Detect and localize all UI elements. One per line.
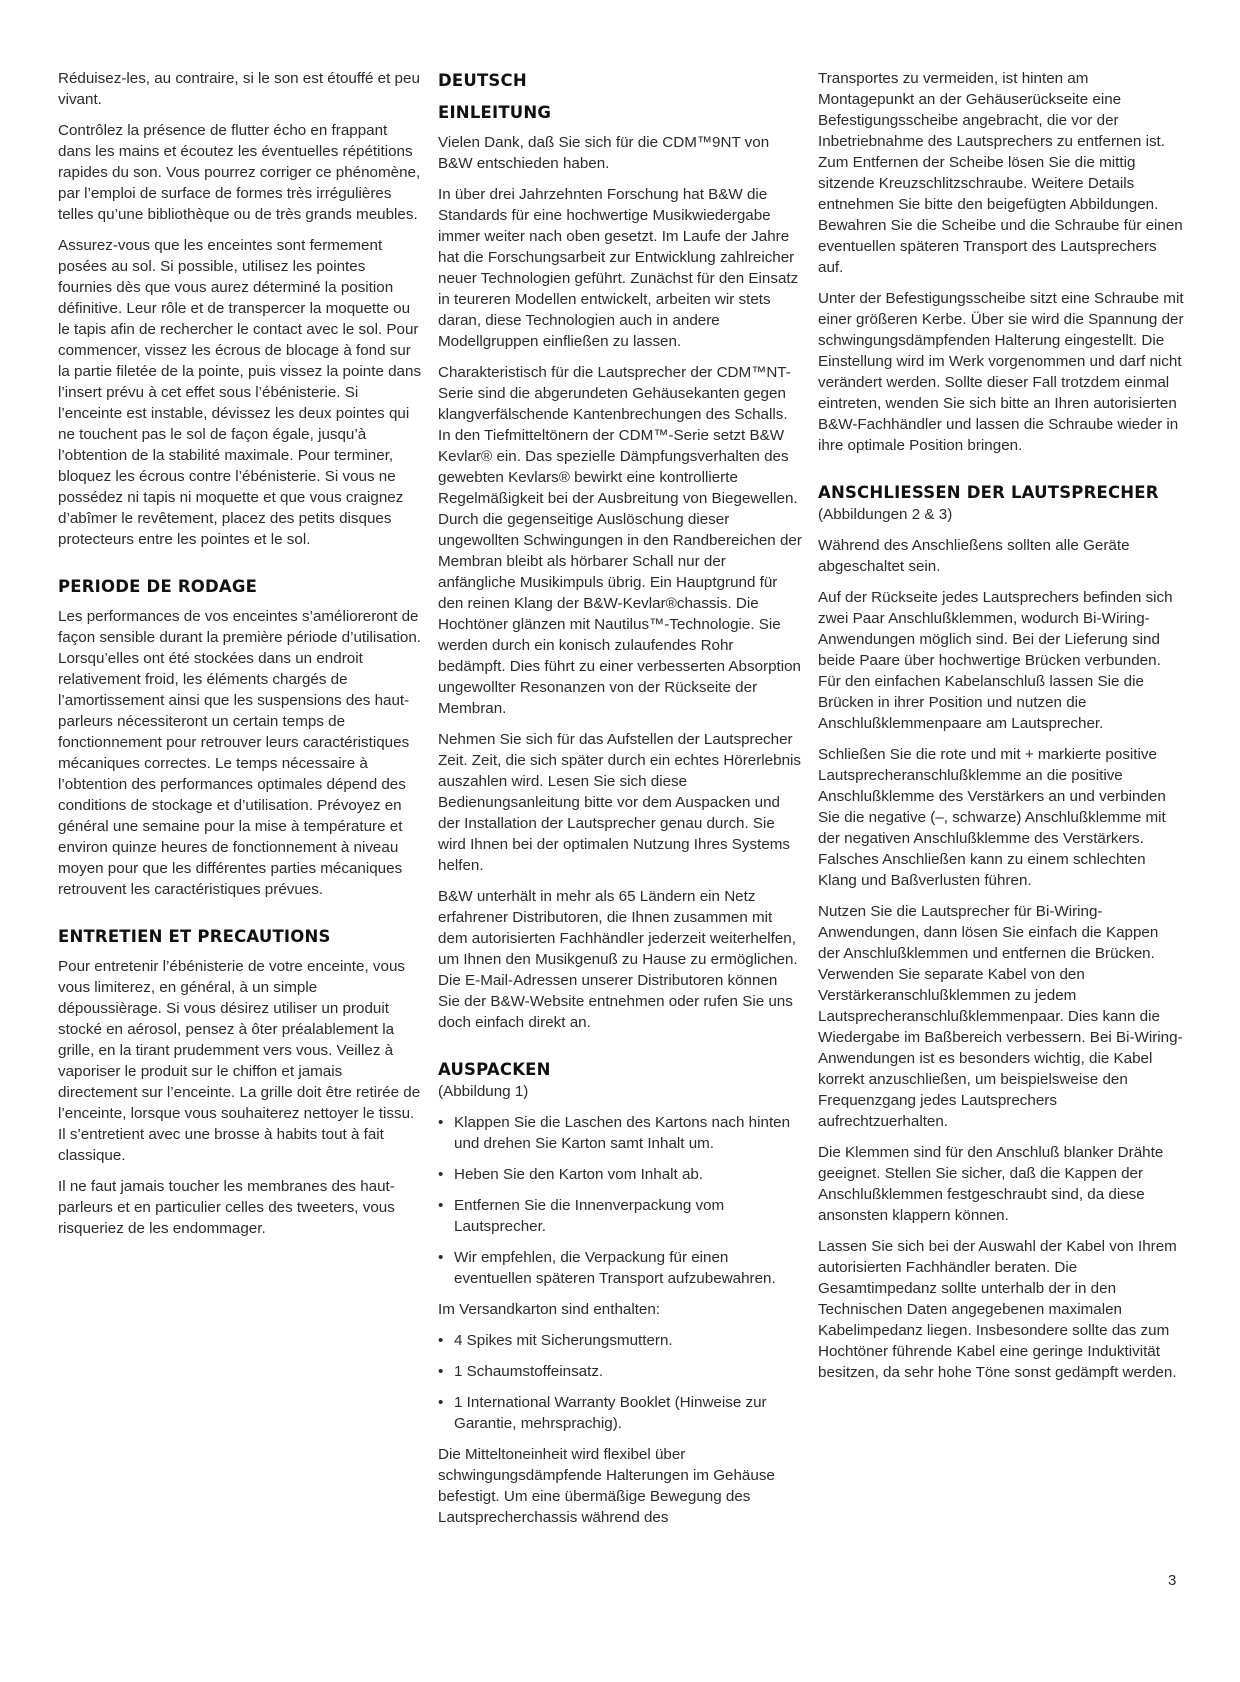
list-item: • Entfernen Sie die Innenverpackung vom Lautsprecher. bbox=[438, 1197, 725, 1235]
paragraph: B&W unterhält in mehr als 65 Ländern ein Netz erfahrener Distributoren, die Ihnen zusammen mit dem autorisierten Fachhändler jederzeit weiterhelfen, um Ihnen den Musikgenuß zu Hause zu ermöglichen. Die E-Mail-Adressen unserer Distributoren können Sie der B&W-Website entnehmen oder rufen Sie uns doch einfach direkt an. bbox=[438, 888, 798, 1031]
unpacking-steps-list bbox=[438, 1112, 802, 1289]
paragraph: Die Mitteltoneinheit wird flexibel über schwingungsdämpfende Halterungen im Gehäuse befestigt. Um eine übermäßige Bewegung des Lautsprecherchassis während des bbox=[438, 1446, 775, 1526]
page-number: 3 bbox=[1168, 1572, 1177, 1589]
column-german-1 bbox=[438, 68, 802, 1538]
list-item: • 1 International Warranty Booklet (Hinweise zur Garantie, mehrsprachig). bbox=[438, 1394, 767, 1432]
figure-reference: (Abbildungen 2 & 3) bbox=[818, 506, 953, 523]
bullet-icon: • bbox=[438, 1166, 444, 1183]
paragraph: Contrôlez la présence de flutter écho en frappant dans les mains et écoutez les éventuelles répétitions rapides du son. Vous pourrez corriger ce phénomène, par l’emploi de surface de formes très irrégulières telles qu’une bibliothèque ou de très grands meubles. bbox=[58, 122, 421, 223]
paragraph: Lassen Sie sich bei der Auswahl der Kabel von Ihrem autorisierten Fachhändler beraten. Die Gesamtimpedanz sollte unterhalb der in den Technischen Daten angegebenen maximalen Kabelimpedanz liegen. Insbesondere sollte das zum Hochtöner führende Kabel eine geringe Induktivität besitzen, da sehr hohe Töne sonst gedämpft werden. bbox=[818, 1238, 1177, 1381]
heading-anschliessen: ANSCHLIESSEN DER LAUTSPRECHER bbox=[818, 483, 1159, 502]
list-item: • Wir empfehlen, die Verpackung für einen eventuellen späteren Transport aufzubewahren. bbox=[438, 1249, 776, 1287]
paragraph: Im Versandkarton sind enthalten: bbox=[438, 1301, 661, 1318]
paragraph: Schließen Sie die rote und mit + markierte positive Lautsprecheranschlußklemme an die positive Anschlußklemme des Verstärkers an und verbinden Sie die negative (–, schwarze) Anschlußklemme mit der negativen Anschlußklemme des Verstärkers. Falsches Anschließen kann zu einem schlechten Klang und Baßverlusten führen. bbox=[818, 746, 1166, 889]
list-item: • Heben Sie den Karton vom Inhalt ab. bbox=[438, 1166, 704, 1183]
paragraph: Nutzen Sie die Lautsprecher für Bi-Wiring-Anwendungen, dann lösen Sie einfach die Kappen der Anschlußklemmen und entfernen die Brücken. Verwenden Sie separate Kabel von den Verstärkeranschlußklemmen zu jedem Lautsprecheranschlußklemmenpaar. Dies kann die Wiedergabe im Baßbereich verbessern. Bei Bi-Wiring-Anwendungen ist es besonders wichtig, die Kabel korrekt anzuschließen, um beispielsweise den Frequenzgang jedes Lautsprechers aufrechtzuerhalten. bbox=[818, 903, 1183, 1130]
heading-deutsch: DEUTSCH bbox=[438, 71, 527, 90]
bullet-icon: • bbox=[438, 1114, 444, 1131]
paragraph: Il ne faut jamais toucher les membranes des haut-parleurs et en particulier celles des tweeters, vous risqueriez de les endommager. bbox=[58, 1178, 395, 1237]
heading-einleitung: EINLEITUNG bbox=[438, 103, 552, 122]
bullet-icon: • bbox=[438, 1394, 444, 1411]
heading-entretien: ENTRETIEN ET PRECAUTIONS bbox=[58, 927, 331, 946]
heading-periode-de-rodage: PERIODE DE RODAGE bbox=[58, 577, 258, 596]
figure-reference: (Abbildung 1) bbox=[438, 1083, 529, 1100]
column-german-2 bbox=[818, 68, 1184, 1393]
bullet-icon: • bbox=[438, 1363, 444, 1380]
paragraph: Assurez-vous que les enceintes sont fermement posées au sol. Si possible, utilisez les pointes fournies dès que vous aurez déterminé la position définitive. Leur rôle et de transpercer la moquette ou le tapis afin de rechercher le contact avec le sol. Pour commencer, vissez les écrous de blocage à fond sur la partie filetée de la pointe, puis vissez la pointe dans l’insert prévu à cet effet sous l’ébénisterie. Si l’enceinte est instable, dévissez les deux pointes qui ne touchent pas le sol de façon égale, jusqu’à l’obtention de la stabilité maximale. Pour terminer, bloquez les écrous contre l’ébénisterie. Si vous ne possédez ni tapis ni moquette et que vous craignez d’abîmer le revêtement, placez des petits disques protecteurs entre les pointes et le sol. bbox=[58, 237, 422, 548]
list-item: • 1 Schaumstoffeinsatz. bbox=[438, 1363, 604, 1380]
bullet-icon: • bbox=[438, 1249, 444, 1266]
package-contents-list bbox=[438, 1330, 802, 1434]
paragraph: Nehmen Sie sich für das Aufstellen der Lautsprecher Zeit. Zeit, die sich später durch ein echtes Hörerlebnis auszahlen wird. Lesen Sie sich diese Bedienungsanleitung bitte vor dem Auspacken und der Installation der Lautsprecher genau durch. Sie wird Ihnen bei der optimalen Nutzung Ihres Systems helfen. bbox=[438, 731, 801, 874]
paragraph: Unter der Befestigungsscheibe sitzt eine Schraube mit einer größeren Kerbe. Über sie wird die Spannung der schwingungsdämpfenden Halterung eingestellt. Die Einstellung wird im Werk vorgenommen und darf nicht verändert werden. Sollte dieser Fall trotzdem einmal eintreten, wenden Sie sich bitte an Ihren autorisierten B&W-Fachhändler und lassen die Schraube wieder in ihre optimale Position bringen. bbox=[818, 290, 1184, 454]
heading-auspacken: AUSPACKEN bbox=[438, 1060, 551, 1079]
paragraph: Réduisez-les, au contraire, si le son est étouffé et peu vivant. bbox=[58, 70, 420, 108]
list-item: • 4 Spikes mit Sicherungsmuttern. bbox=[438, 1332, 673, 1349]
paragraph: Transportes zu vermeiden, ist hinten am Montagepunkt an der Gehäuserückseite eine Befestigungsscheibe angebracht, die vor der Inbetriebnahme des Lautsprechers zu entfernen ist. Zum Entfernen der Scheibe lösen Sie die mittig sitzende Kreuzschlitzschraube. Weitere Details entnehmen Sie bitte den beigefügten Abbildungen. Bewahren Sie die Scheibe und die Schraube für einen eventuellen späteren Transport des Lautsprechers auf. bbox=[818, 70, 1183, 276]
paragraph: Pour entretenir l’ébénisterie de votre enceinte, vous vous limiterez, en général, à un simple dépoussièrage. Si vous désirez utiliser un produit stocké en aérosol, pensez à ôter préalablement la grille, en la tirant prudemment vers vous. Veillez à vaporiser le produit sur le chiffon et jamais directement sur l’enceinte. La grille doit être retirée de l’enceinte, lorsque vous souhaiterez nettoyer le tissu. Il s’entretient avec une brosse à habits tout à fait classique. bbox=[58, 958, 421, 1164]
column-french bbox=[58, 68, 422, 1249]
paragraph: Während des Anschließens sollten alle Geräte abgeschaltet sein. bbox=[818, 537, 1130, 575]
bullet-icon: • bbox=[438, 1332, 444, 1349]
paragraph: In über drei Jahrzehnten Forschung hat B&W die Standards für eine hochwertige Musikwiedergabe immer weiter nach oben gesetzt. Im Laufe der Jahre hat die Forschungsarbeit zur Entwicklung zahlreicher neuer Technologien geführt. Zunächst für den Einsatz in teureren Modellen entwickelt, arbeiten wir stets daran, diese Technologien auch in andere Modellgruppen einfließen zu lassen. bbox=[438, 186, 799, 350]
paragraph: Auf der Rückseite jedes Lautsprechers befinden sich zwei Paar Anschlußklemmen, wodurch Bi-Wiring-Anwendungen möglich sind. Bei der Lieferung sind beide Paare über hochwertige Brücken verbunden. Für den einfachen Kabelanschluß lassen Sie die Brücken in ihrer Position und nutzen die Anschlußklemmenpaare am Lautsprecher. bbox=[818, 589, 1173, 732]
paragraph: Charakteristisch für die Lautsprecher der CDM™NT-Serie sind die abgerundeten Gehäusekanten gegen klangverfälschende Kantenbrechungen des Schalls. In den Tiefmitteltönern der CDM™-Serie setzt B&W Kevlar® ein. Das spezielle Dämpfungsverhalten des gewebten Kevlars® bewirkt eine kontrollierte Regelmäßigkeit bei der Ausbreitung von Biegewellen. Durch die gegenseitige Auslöschung dieser ungewollten Schwingungen in den Randbereichen der Membran bleibt als hörbarer Schall nur der anfängliche Musikimpuls übrig. Ein Hauptgrund für den reinen Klang der B&W-Kevlar®chassis. Die Hochtöner glänzen mit Nautilus™-Technologie. Sie werden durch ein konisch zulaufendes Rohr bedämpft. Dies führt zu einer verbesserten Absorption ungewollter Resonanzen von der Rückseite der Membran. bbox=[438, 364, 802, 717]
list-item: • Klappen Sie die Laschen des Kartons nach hinten und drehen Sie Karton samt Inhalt um. bbox=[438, 1114, 791, 1152]
paragraph: Die Klemmen sind für den Anschluß blanker Drähte geeignet. Stellen Sie sicher, daß die Kappen der Anschlußklemmen festgeschraubt sind, da diese ansonsten klappern können. bbox=[818, 1144, 1164, 1224]
paragraph: Vielen Dank, daß Sie sich für die CDM™9NT von B&W entschieden haben. bbox=[438, 134, 770, 172]
paragraph: Les performances de vos enceintes s’amélioreront de façon sensible durant la première période d’utilisation. Lorsqu’elles ont été stockées dans un endroit relativement froid, les éléments chargés de l’amortissement ainsi que les suspensions des haut-parleurs nécessiteront un certain temps de fonctionnement pour retrouver leurs caractéristiques mécaniques correctes. Le temps nécessaire à l’obtention des performances optimales dépend des conditions de stockage et d’utilisation. Prévoyez en général une semaine pour la mise à température et environ quinze heures de fonctionnement à niveau moyen pour que les différentes parties mécaniques retrouvent les caractéristiques prévues. bbox=[58, 608, 422, 898]
bullet-icon: • bbox=[438, 1197, 444, 1214]
